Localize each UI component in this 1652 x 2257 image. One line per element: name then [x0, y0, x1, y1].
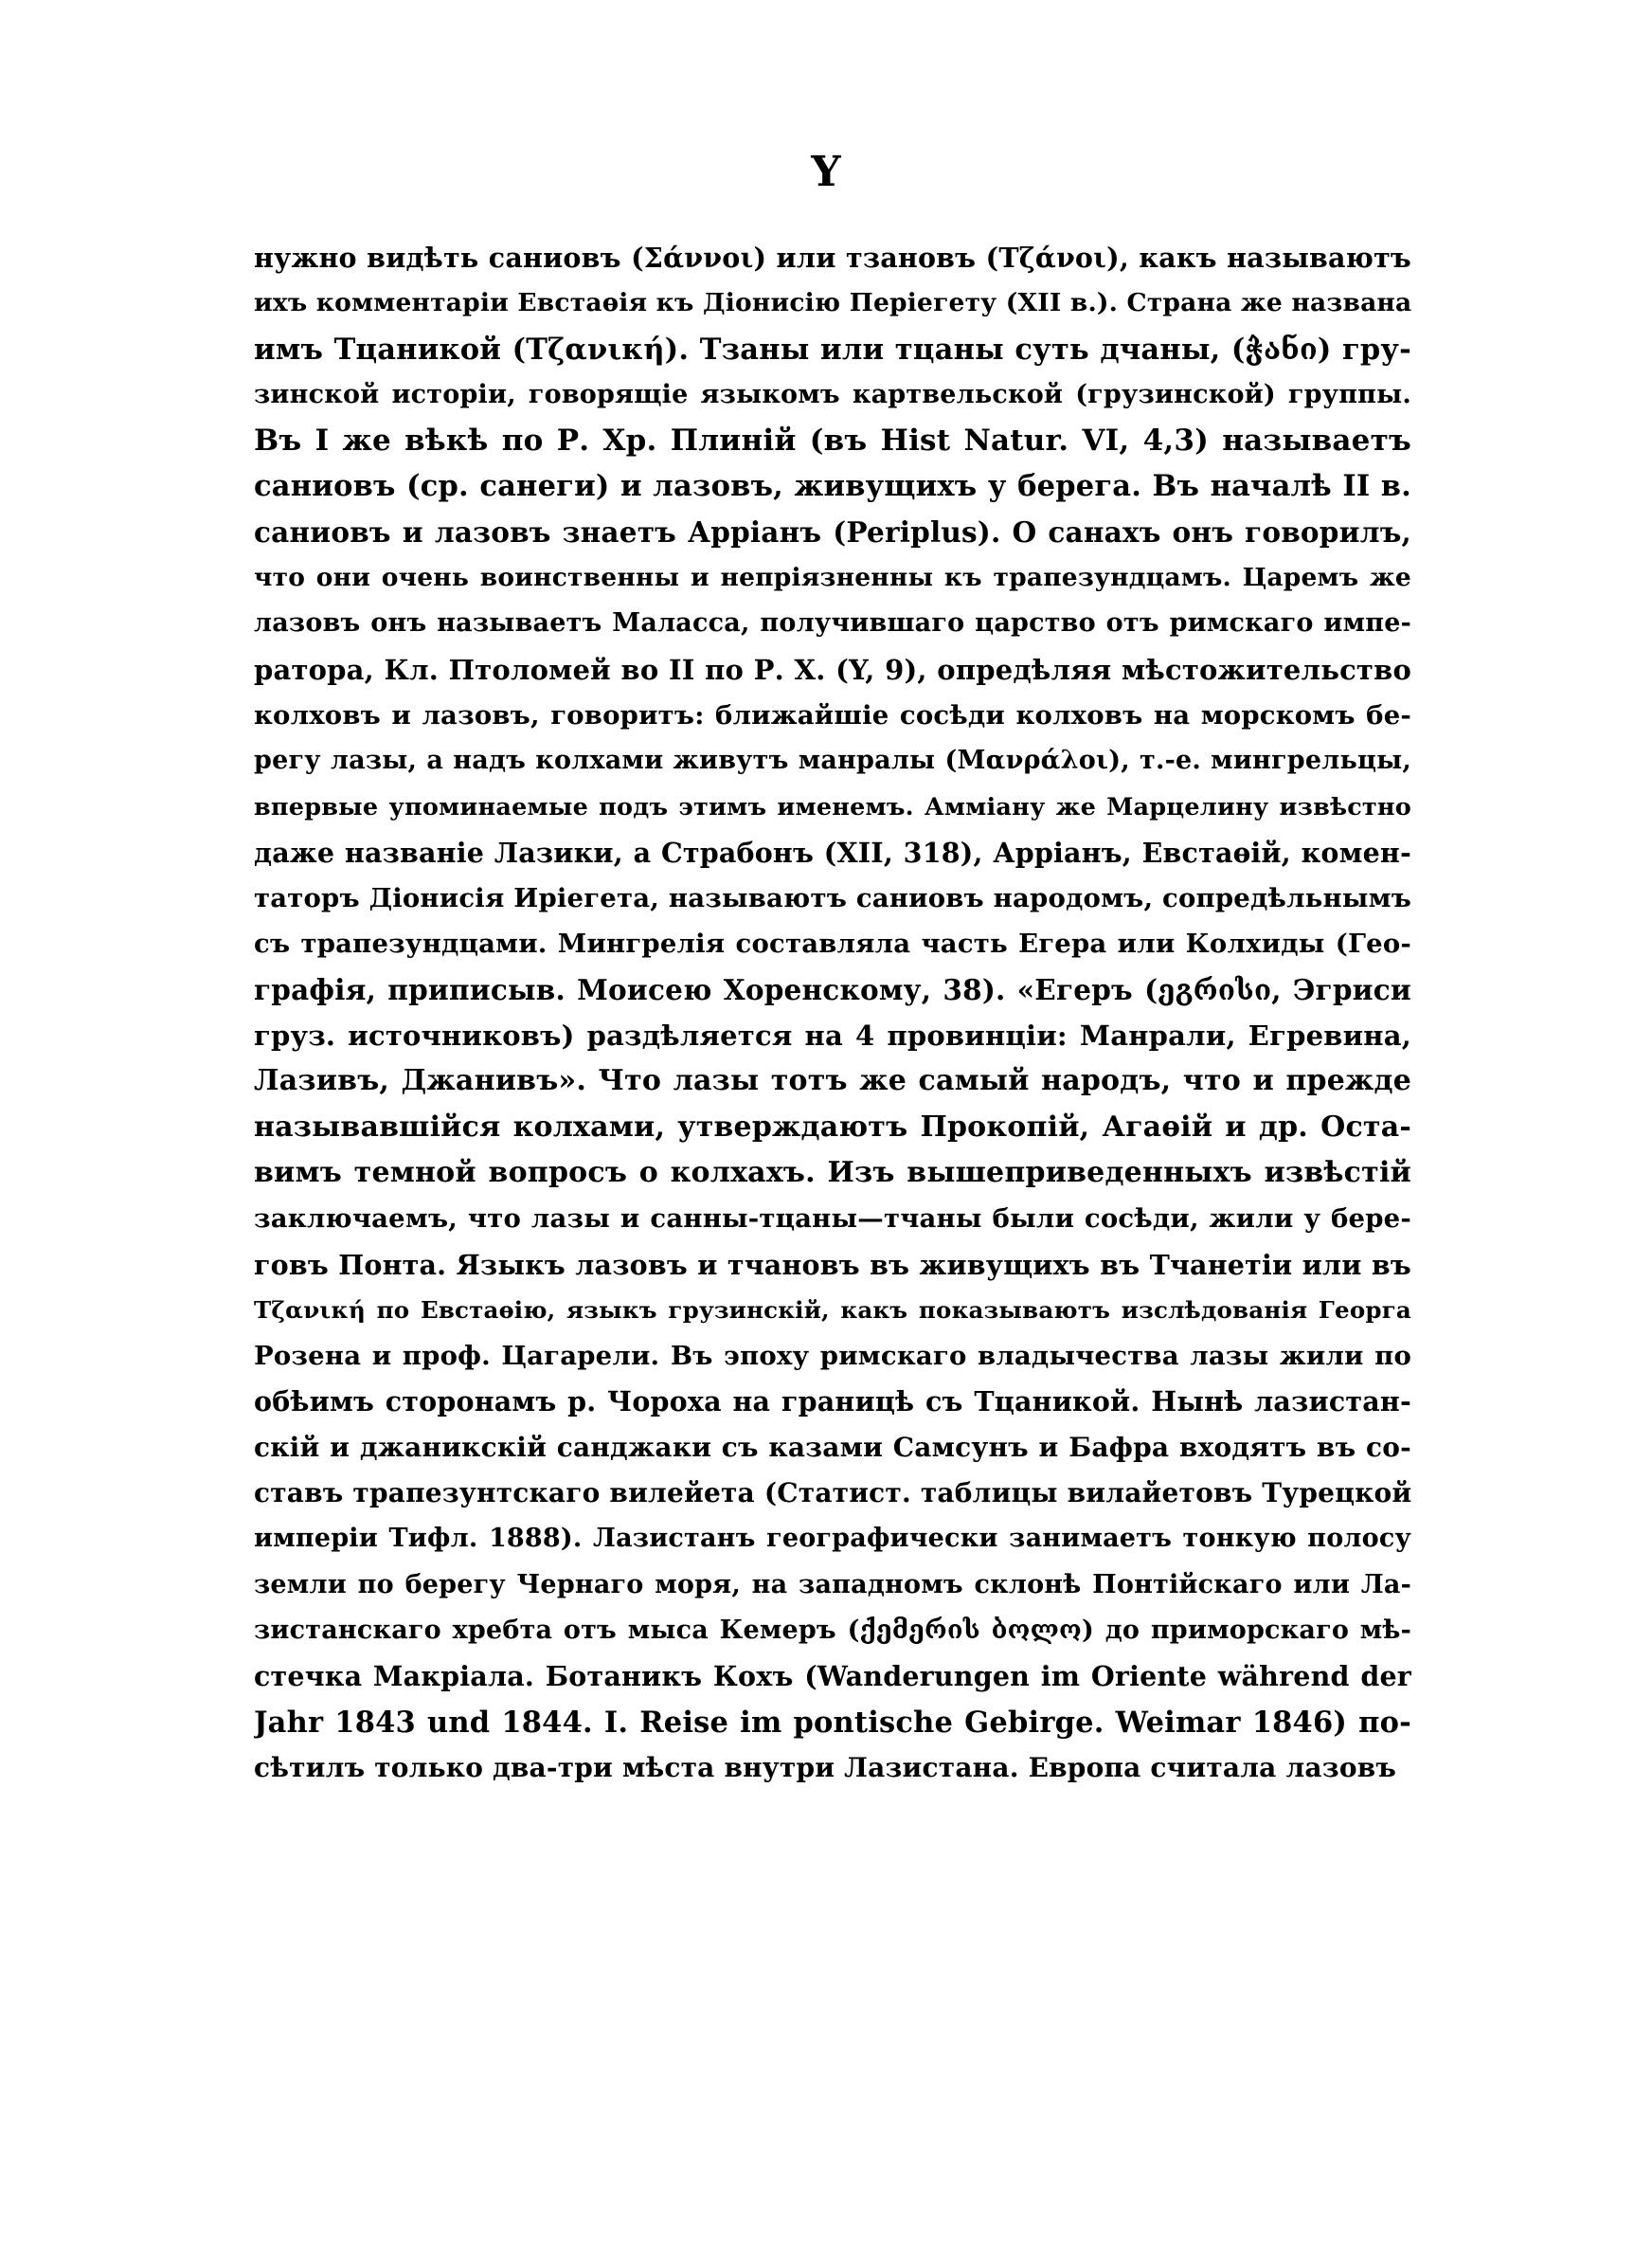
text-line: регу лазы, а надъ колхами живутъ манралы (Μανράλοι), т.-е. мингрельцы,	[254, 746, 1411, 776]
text-line: зинской исторіи, говорящіе языкомъ картвельской (грузинской) группы.	[254, 379, 1411, 409]
body-text	[254, 235, 1411, 1791]
text-line: саниовъ и лазовъ знаетъ Арріанъ (Periplus). О санахъ онъ говорилъ,	[254, 515, 1411, 549]
text-line: лазовъ онъ называетъ Маласса, получившаго царство отъ римскаго импе-	[254, 608, 1411, 639]
text-line: даже названіе Лазики, а Страбонъ (XII, 318), Арріанъ, Евстаѳій, комен-	[254, 836, 1411, 869]
text-line: Лазивъ, Джанивъ». Что лазы тотъ же самый народъ, что и прежде	[254, 1064, 1411, 1098]
text-line: заключаемъ, что лазы и санны-тцаны—тчаны были сосѣди, жили у бере-	[254, 1203, 1411, 1235]
text-line: сѣтилъ только два-три мѣста внутри Лазистана. Европа считала лазовъ	[254, 1751, 1397, 1783]
text-line: ставъ трапезунтскаго вилейета (Статист. таблицы вилайетовъ Турецкой	[254, 1477, 1411, 1509]
text-line: Jahr 1843 und 1844. I. Reise im pontische Gebirge. Weimar 1846) по-	[254, 1705, 1411, 1740]
text-line: съ трапезундцами. Мингрелія составляла часть Егера или Колхиды (Гео-	[254, 929, 1411, 960]
text-line: зистанскаго хребта отъ мыса Кемеръ (ქემერის ბოლო) до приморскаго мѣ-	[254, 1615, 1411, 1645]
text-line: таторъ Діонисія Иріегета, называютъ саниовъ народомъ, сопредѣльнымъ	[254, 883, 1411, 914]
page-number: Y	[811, 148, 841, 196]
text-line: имъ Тцаникой (Τζανική). Тзаны или тцаны суть дчаны, (ჭანი) гру-	[254, 332, 1411, 367]
text-line: саниовъ (ср. санеги) и лазовъ, живущихъ у берега. Въ началѣ II в.	[254, 469, 1411, 504]
text-line: имперіи Тифл. 1888). Лазистанъ географически занимаетъ тонкую полосу	[254, 1524, 1411, 1554]
text-line: ихъ комментаріи Евстаѳія къ Діонисію Періегету (XII в.). Страна же названа	[254, 288, 1411, 318]
text-line: графія, приписыв. Моисею Хоренскому, 38). «Егеръ (ეგრისი, Эгриси	[254, 972, 1411, 1006]
text-line: ратора, Кл. Птоломей во II по Р. Х. (Y, 9), опредѣляя мѣстожительство	[254, 653, 1411, 686]
text-line: обѣимъ сторонамъ р. Чороха на границѣ съ Тцаникой. Нынѣ лазистан-	[254, 1385, 1411, 1418]
text-line: говъ Понта. Языкъ лазовъ и тчановъ въ живущихъ въ Тчанетіи или въ	[254, 1248, 1411, 1281]
text-line: колховъ и лазовъ, говоритъ: ближайшіе сосѣди колховъ на морскомъ бе-	[254, 699, 1411, 731]
text-line: Розена и проф. Цагарели. Въ эпоху римскаго владычества лазы жили по	[254, 1341, 1411, 1372]
text-line: земли по берегу Чернаго моря, на западномъ склонѣ Понтійскаго или Ла-	[254, 1569, 1411, 1599]
text-line: нужно видѣть саниовъ (Σάννοι) или тзановъ (Τζάνοι), какъ называютъ	[254, 242, 1411, 274]
text-line: скій и джаникскій санджаки съ казами Самсунъ и Бафра входятъ въ со-	[254, 1431, 1411, 1463]
text-line: Τζανική по Евстаѳію, языкъ грузинскій, какъ показываютъ изслѣдованія Георга	[254, 1295, 1411, 1324]
text-line: стечка Макріала. Ботаникъ Кохъ (Wanderungen im Oriente während der	[254, 1660, 1411, 1693]
text-line: впервые упоминаемые подъ этимъ именемъ. Аммiану же Марцелину извѣстно	[254, 792, 1411, 822]
text-line: называвшійся колхами, утверждаютъ Прокопій, Агаѳій и др. Оста-	[254, 1110, 1411, 1144]
text-line: что они очень воинственны и непріязненны къ трапезундцамъ. Царемъ же	[254, 563, 1411, 593]
text-line: Въ I же вѣкѣ по Р. Хр. Плиній (въ Hist Natur. VI, 4,3) называетъ	[254, 424, 1411, 459]
text-line: груз. источниковъ) раздѣляется на 4 провинціи: Манрали, Егревина,	[254, 1020, 1411, 1053]
text-line: вимъ темной вопросъ о колхахъ. Изъ вышеприведенныхъ извѣстій	[254, 1155, 1411, 1189]
